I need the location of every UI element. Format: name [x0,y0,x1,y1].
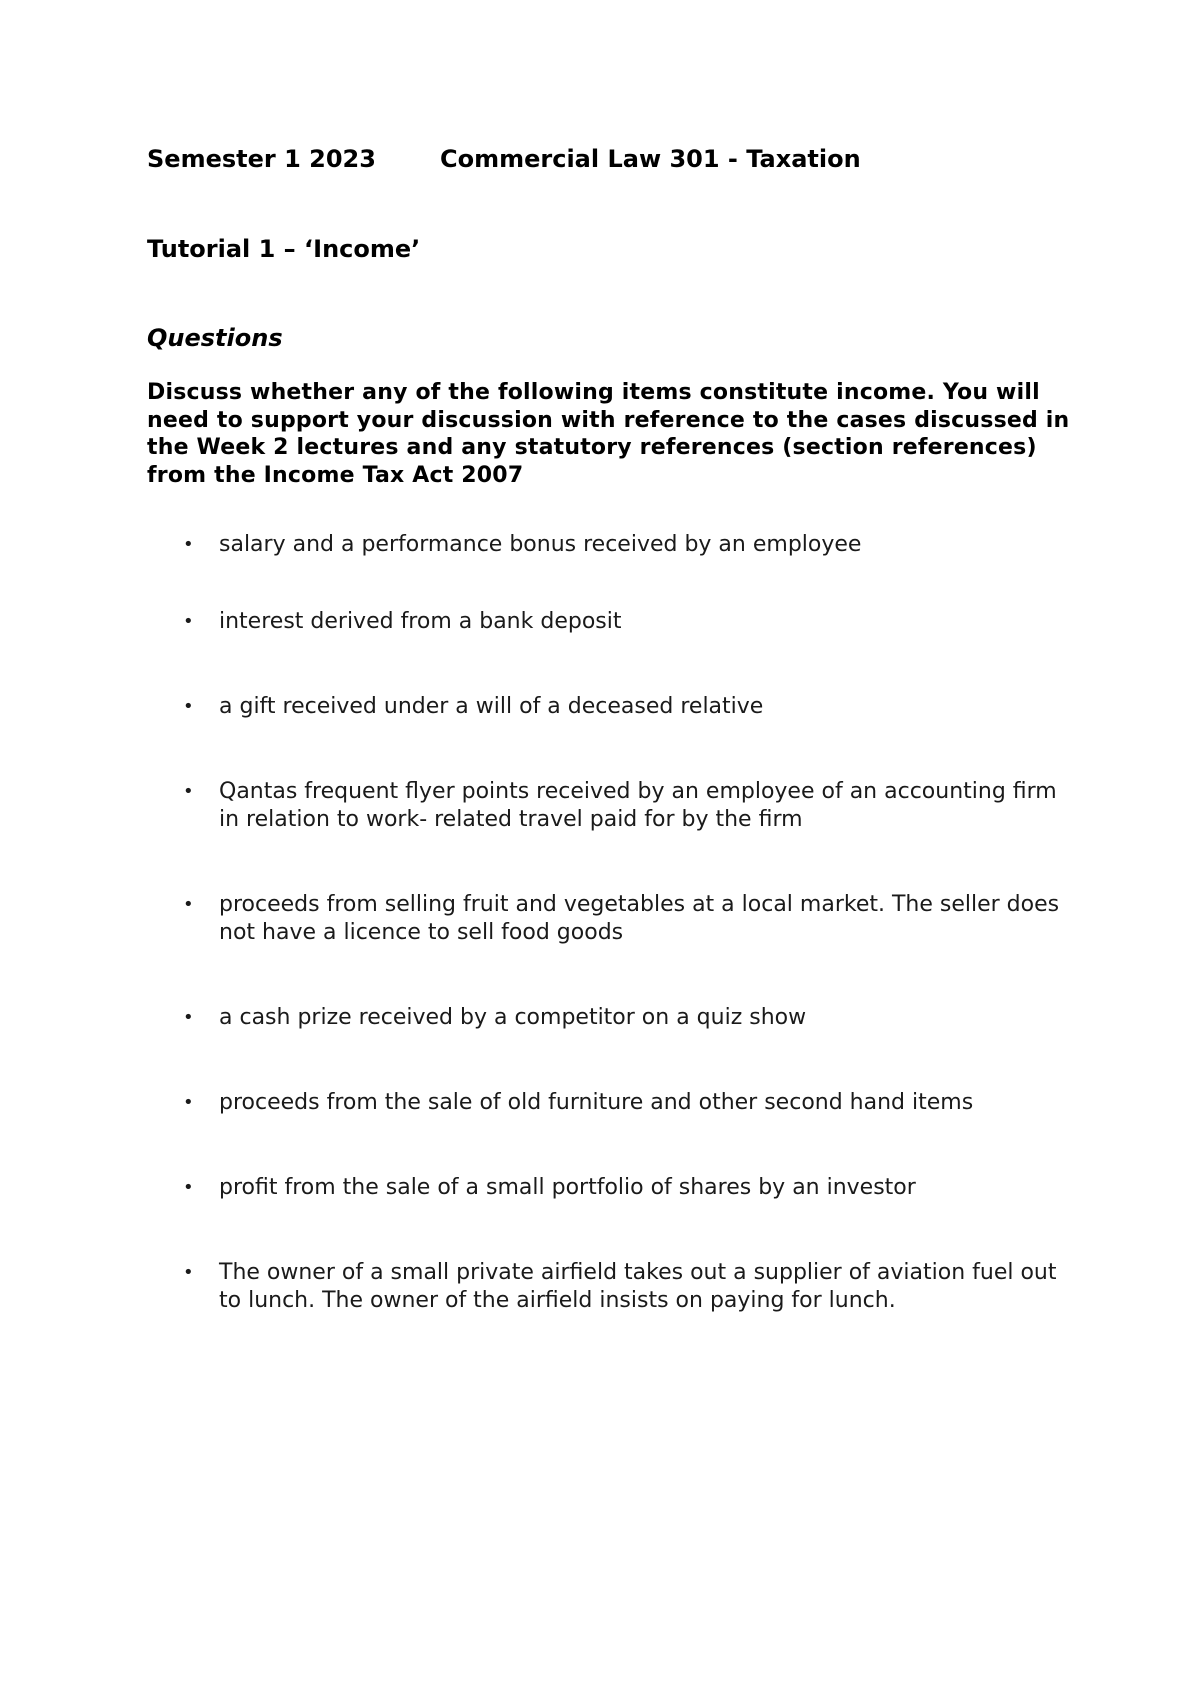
bullet-icon: • [183,1007,194,1028]
list-item-text: proceeds from selling fruit and vegetables at a local market. The seller does not have a licence to sell food goods [219,892,1060,945]
list-item [183,531,1083,559]
list-item-text: The owner of a small private airfield takes out a supplier of aviation fuel out to lunch. The owner of the airfield insists on paying for lunch. [219,1260,1057,1313]
list-item-text: profit from the sale of a small portfolio of shares by an investor [219,1175,916,1200]
list-item [183,693,1083,721]
bullet-icon: • [183,1262,194,1283]
bullet-icon: • [183,1177,194,1198]
course-title: Commercial Law 301 - Taxation [440,145,861,173]
bullet-icon: • [183,1092,194,1113]
list-item [183,608,1083,636]
list-item-text: a gift received under a will of a deceased relative [219,694,764,719]
list-item-text: proceeds from the sale of old furniture and other second hand items [219,1090,974,1115]
bullet-icon: • [183,611,194,632]
document-header [147,144,861,174]
list-item [183,778,1083,833]
list-item-text: salary and a performance bonus received by an employee [219,532,862,557]
list-item [183,1089,1083,1117]
list-item-text: a cash prize received by a competitor on a quiz show [219,1005,807,1030]
list-item [183,1174,1083,1202]
list-item [183,1004,1083,1032]
bullet-icon: • [183,781,194,802]
list-item [183,891,1083,946]
tutorial-title: Tutorial 1 – ‘Income’ [147,235,421,263]
questions-heading: Questions [147,324,283,352]
list-item [183,1259,1083,1314]
semester-label: Semester 1 2023 [147,145,376,173]
bullet-icon: • [183,534,194,555]
list-item-text: interest derived from a bank deposit [219,609,622,634]
bullet-icon: • [183,696,194,717]
bullet-icon: • [183,894,194,915]
list-item-text: Qantas frequent flyer points received by an employee of an accounting firm in relation to work- related travel paid for by the firm [219,779,1057,832]
intro-paragraph: Discuss whether any of the following items constitute income. You will need to support your discussion with reference to the cases discussed in the Week 2 lectures and any statutory references (section references) from the Income Tax Act 2007 [147,380,1070,488]
